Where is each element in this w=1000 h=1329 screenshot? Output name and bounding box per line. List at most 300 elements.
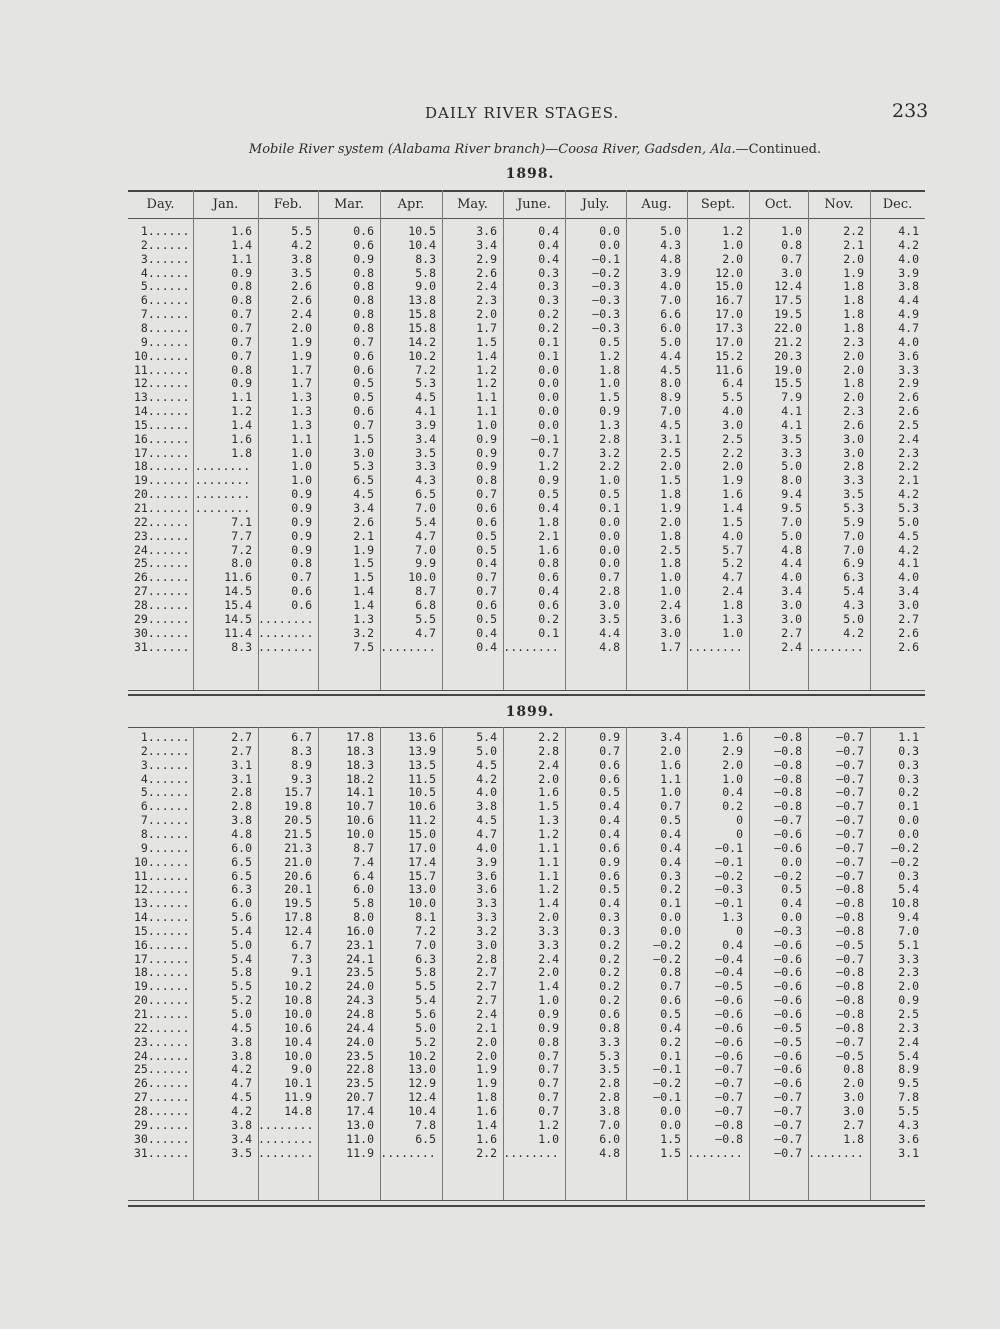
stage-value: —0.8 (836, 993, 864, 1008)
stage-value: 1.6 (476, 1103, 497, 1118)
day-label: 6...... (134, 293, 190, 308)
stage-value: —0.8 (715, 1131, 743, 1146)
stage-value: 3.8 (291, 251, 312, 266)
stage-value: 10.6 (408, 799, 436, 814)
stage-value: 10.6 (346, 813, 374, 828)
stage-value: 1.5 (476, 334, 497, 349)
stage-value: 1.8 (843, 279, 864, 294)
stage-value: 0.7 (231, 348, 252, 363)
stage-value: 11.0 (346, 1131, 374, 1146)
day-label: 18...... (134, 459, 190, 474)
stage-value: 1.3 (291, 404, 312, 419)
stage-value: 0.6 (353, 224, 374, 238)
stage-value: 2.5 (722, 431, 743, 446)
stage-value: —0.1 (653, 1090, 681, 1105)
stage-value: 10.4 (408, 1103, 436, 1118)
stage-value: —0.8 (774, 757, 802, 772)
stage-value: 9.5 (781, 501, 802, 515)
stage-value: 0.5 (599, 487, 620, 502)
stage-value: 0.9 (476, 431, 497, 446)
stage-value: 0.8 (353, 320, 374, 335)
stage-value: 7.0 (415, 501, 436, 515)
stage-value: 2.0 (843, 1076, 864, 1091)
stage-value: 4.3 (415, 473, 436, 488)
stage-value: 1.0 (722, 771, 743, 786)
stage-value: 2.8 (599, 1090, 620, 1105)
stage-value: 0.0 (898, 813, 919, 828)
stage-value: 20.6 (284, 868, 312, 883)
table-rule (128, 190, 925, 192)
stage-value: 1.5 (538, 799, 559, 814)
stage-value: 16.7 (715, 293, 743, 308)
stage-value: 1.2 (538, 459, 559, 474)
stage-value: 1.1 (660, 771, 681, 786)
year-heading-1898: 1898. (505, 166, 555, 182)
stage-value: 2.6 (898, 390, 919, 405)
stage-value: —0.8 (774, 743, 802, 758)
stage-value: 8.1 (415, 910, 436, 925)
stage-value: 9.1 (291, 965, 312, 980)
stage-value: 0 (736, 923, 743, 938)
table-rule (128, 218, 925, 219)
stage-value: —0.7 (836, 743, 864, 758)
stage-value: 2.0 (476, 1034, 497, 1049)
stage-value: —0.7 (715, 1103, 743, 1118)
stage-value: —0.2 (592, 265, 620, 280)
stage-value: 6.5 (415, 487, 436, 502)
stage-value: —0.6 (774, 965, 802, 980)
stage-value: —0.7 (836, 799, 864, 814)
stage-value: 0.6 (476, 597, 497, 612)
stage-value: 2.6 (291, 279, 312, 294)
stage-value: 2.3 (476, 293, 497, 308)
stage-value: 2.0 (476, 1048, 497, 1063)
stage-value: 0.5 (538, 487, 559, 502)
stage-value: 10.2 (408, 1048, 436, 1063)
stage-value: 5.3 (599, 1048, 620, 1063)
stage-value: 4.5 (660, 362, 681, 377)
stage-value: 2.7 (476, 965, 497, 980)
stage-value: ........ (687, 1145, 743, 1160)
stage-value: 0.6 (291, 597, 312, 612)
stage-value: 13.9 (408, 743, 436, 758)
stage-value: 7.2 (415, 362, 436, 377)
stage-value: 3.3 (538, 937, 559, 952)
stage-value: 0.9 (291, 501, 312, 515)
stage-value: —0.5 (774, 1020, 802, 1035)
stage-value: 7.0 (781, 514, 802, 529)
stage-value: 0.0 (599, 556, 620, 571)
stage-value: 0.7 (231, 334, 252, 349)
stage-value: 5.5 (898, 1103, 919, 1118)
stage-value: —0.3 (715, 882, 743, 897)
day-label: 8...... (134, 826, 190, 841)
stage-value: 9.4 (781, 487, 802, 502)
stage-value: ........ (194, 487, 251, 502)
stage-value: 1.6 (538, 542, 559, 557)
stage-value: 0.7 (538, 1062, 559, 1077)
stage-value: 5.0 (231, 1007, 252, 1021)
stage-value: 5.0 (781, 459, 802, 474)
page-number: 233 (892, 100, 929, 122)
stage-value: 7.0 (660, 293, 681, 308)
stage-value: 0.4 (538, 224, 559, 238)
stage-value: 17.0 (408, 840, 436, 855)
stage-value: 0.0 (538, 404, 559, 419)
day-label: 23...... (134, 528, 190, 543)
stage-value: 18.2 (346, 771, 374, 786)
day-label: 20...... (134, 487, 190, 502)
stage-value: —0.7 (715, 1090, 743, 1105)
stage-value: 2.2 (476, 1145, 497, 1160)
column-header-feb: Feb. (273, 197, 303, 212)
day-label: 5...... (134, 279, 190, 294)
day-label: 10...... (134, 348, 190, 363)
stage-value: 8.0 (231, 556, 252, 571)
stage-value: 17.4 (408, 854, 436, 869)
stage-value: ........ (808, 1145, 864, 1160)
stage-value: 2.9 (476, 251, 497, 266)
stage-value: 5.5 (231, 979, 252, 994)
stage-value: 0.1 (538, 625, 559, 640)
stage-value: 0.8 (231, 293, 252, 308)
stage-value: 0.1 (538, 348, 559, 363)
stage-value: 0.5 (476, 611, 497, 626)
stage-value: ........ (258, 1145, 314, 1160)
stage-value: —0.6 (774, 937, 802, 952)
stage-value: 13.5 (408, 757, 436, 772)
stage-value: 1.5 (722, 514, 743, 529)
stage-value: ........ (258, 625, 314, 640)
stage-value: 0.8 (353, 293, 374, 308)
stage-value: 3.4 (660, 730, 681, 744)
stage-value: 6.4 (353, 868, 374, 883)
stage-value: 7.0 (843, 542, 864, 557)
stage-value: 7.4 (353, 854, 374, 869)
stage-value: 15.8 (408, 307, 436, 322)
stage-value: 5.7 (722, 542, 743, 557)
stage-value: 12.4 (284, 923, 312, 938)
day-label: 14...... (134, 404, 190, 419)
stage-value: 1.3 (722, 611, 743, 626)
stage-value: 10.7 (346, 799, 374, 814)
stage-value: 14.5 (224, 611, 252, 626)
stage-value: 17.0 (715, 307, 743, 322)
table-rule (128, 690, 925, 691)
stage-value: 8.0 (781, 473, 802, 488)
day-label: 17...... (134, 951, 190, 966)
stage-value: 0.0 (781, 910, 802, 925)
stage-value: —0.6 (715, 1048, 743, 1063)
stage-value: 23.5 (346, 1076, 374, 1091)
stage-value: 2.3 (843, 404, 864, 419)
stage-value: 5.2 (415, 1034, 436, 1049)
day-label: 30...... (134, 1131, 190, 1146)
column-header-mar: Mar. (334, 197, 364, 212)
stage-value: 4.2 (231, 1103, 252, 1118)
stage-value: 0.7 (476, 487, 497, 502)
day-label: 12...... (134, 882, 190, 897)
day-label: 6...... (134, 799, 190, 814)
stage-value: 12.4 (774, 279, 802, 294)
stage-value: 5.4 (231, 923, 252, 938)
stage-value: 7.2 (231, 542, 252, 557)
stage-value: 0.8 (781, 237, 802, 252)
stage-value: 3.1 (231, 771, 252, 786)
stage-value: 2.8 (599, 431, 620, 446)
stage-value: 10.2 (284, 979, 312, 994)
stage-value: 1.8 (231, 445, 252, 460)
stage-value: 21.2 (774, 334, 802, 349)
stage-value: 14.2 (408, 334, 436, 349)
stage-value: 10.8 (284, 993, 312, 1008)
stage-value: 4.2 (291, 237, 312, 252)
stage-value: 2.2 (599, 459, 620, 474)
stage-value: —0.7 (836, 771, 864, 786)
stage-value: 17.8 (284, 910, 312, 925)
stage-value: 4.1 (898, 224, 919, 238)
day-label: 29...... (134, 611, 190, 626)
stage-value: 2.4 (538, 757, 559, 772)
stage-value: 2.1 (476, 1020, 497, 1035)
stage-value: 0.7 (353, 334, 374, 349)
day-label: 24...... (134, 542, 190, 557)
stage-value: 2.6 (291, 293, 312, 308)
stage-value: 1.9 (660, 501, 681, 515)
stage-value: 2.0 (291, 320, 312, 335)
stage-value: 0.8 (291, 556, 312, 571)
stage-value: —0.6 (774, 979, 802, 994)
stage-value: 4.4 (660, 348, 681, 363)
running-title: DAILY RIVER STAGES. (425, 104, 620, 122)
stage-value: 4.0 (898, 570, 919, 585)
stage-value: ........ (258, 1131, 314, 1146)
stage-value: 3.6 (476, 224, 497, 238)
stage-value: 23.5 (346, 965, 374, 980)
stage-value: 15.5 (774, 376, 802, 391)
stage-value: —0.7 (836, 1034, 864, 1049)
stage-value: —0.8 (836, 979, 864, 994)
stage-value: —0.8 (836, 923, 864, 938)
stage-value: 1.4 (353, 584, 374, 599)
stage-value: 1.7 (476, 320, 497, 335)
stage-value: 3.5 (599, 1062, 620, 1077)
stage-value: —0.6 (774, 993, 802, 1008)
stage-value: 3.1 (898, 1145, 919, 1160)
stage-value: 0.6 (476, 501, 497, 515)
stage-value: 0.4 (476, 556, 497, 571)
stage-value: 3.5 (781, 431, 802, 446)
stage-value: 2.4 (291, 307, 312, 322)
year-heading-1899: 1899. (505, 704, 555, 720)
stage-value: 2.5 (898, 417, 919, 432)
stage-value: —0.1 (592, 251, 620, 266)
stage-value: 1.8 (660, 528, 681, 543)
stage-value: 19.8 (284, 799, 312, 814)
stage-value: 0.4 (599, 813, 620, 828)
stage-value: 0.4 (660, 840, 681, 855)
stage-value: 0.2 (722, 799, 743, 814)
day-label: 24...... (134, 1048, 190, 1063)
stage-value: 0.4 (722, 785, 743, 800)
stage-value: —0.7 (774, 1090, 802, 1105)
stage-value: 0.7 (538, 1076, 559, 1091)
column-header-jan: Jan. (212, 197, 239, 212)
stage-value: 3.3 (781, 445, 802, 460)
stage-value: 2.0 (660, 743, 681, 758)
stage-value: 0.6 (476, 514, 497, 529)
stage-value: 0.3 (599, 923, 620, 938)
stage-value: 3.6 (898, 1131, 919, 1146)
stage-value: 3.6 (476, 868, 497, 883)
stage-value: 5.8 (231, 965, 252, 980)
stage-value: 3.3 (843, 473, 864, 488)
stage-value: 0.7 (353, 417, 374, 432)
stage-value: —0.3 (592, 293, 620, 308)
stage-value: 6.5 (353, 473, 374, 488)
day-label: 27...... (134, 584, 190, 599)
stage-value: 19.5 (284, 896, 312, 911)
stage-value: 6.3 (843, 570, 864, 585)
stage-value: —0.6 (774, 840, 802, 855)
stage-value: 3.8 (231, 1048, 252, 1063)
stage-value: 2.8 (843, 459, 864, 474)
stage-value: 0.5 (660, 813, 681, 828)
stage-value: —0.2 (715, 868, 743, 883)
stage-value: 1.4 (353, 597, 374, 612)
stage-value: 3.8 (476, 799, 497, 814)
stage-value: 0.7 (599, 743, 620, 758)
day-label: 7...... (134, 307, 190, 322)
stage-value: 6.8 (415, 597, 436, 612)
stage-value: 2.9 (722, 743, 743, 758)
stage-value: 3.0 (781, 597, 802, 612)
stage-value: 1.8 (843, 320, 864, 335)
stage-value: 1.6 (722, 487, 743, 502)
stage-value: 1.2 (722, 224, 743, 238)
stage-value: —0.7 (774, 813, 802, 828)
stage-value: 2.7 (898, 611, 919, 626)
stage-value: 15.7 (408, 868, 436, 883)
stage-value: 1.3 (722, 910, 743, 925)
stage-value: 4.5 (415, 390, 436, 405)
stage-value: 2.4 (898, 431, 919, 446)
stage-value: 5.4 (898, 1048, 919, 1063)
stage-value: 13.8 (408, 293, 436, 308)
stage-value: 0.8 (231, 362, 252, 377)
stage-value: 13.0 (408, 1062, 436, 1077)
stage-value: 6.5 (415, 1131, 436, 1146)
stage-value: 7.8 (415, 1117, 436, 1132)
stage-value: —0.7 (836, 826, 864, 841)
stage-value: 1.0 (538, 1131, 559, 1146)
stage-value: 3.4 (415, 431, 436, 446)
stage-value: 3.5 (599, 611, 620, 626)
stage-value: 1.6 (231, 431, 252, 446)
stage-value: 0.9 (898, 993, 919, 1008)
stage-value: 0.4 (722, 937, 743, 952)
stage-value: 2.8 (538, 743, 559, 758)
stage-value: —0.3 (592, 307, 620, 322)
stage-value: 0.3 (538, 279, 559, 294)
stage-value: 0.6 (291, 584, 312, 599)
stage-value: 3.0 (599, 597, 620, 612)
stage-value: 0.2 (599, 979, 620, 994)
day-label: 23...... (134, 1034, 190, 1049)
stage-value: —0.6 (774, 1048, 802, 1063)
stage-value: 8.7 (415, 584, 436, 599)
stage-value: 5.8 (415, 965, 436, 980)
stage-value: 3.0 (781, 611, 802, 626)
stage-value: —0.2 (891, 854, 919, 869)
stage-value: 4.5 (353, 487, 374, 502)
stage-value: 2.0 (538, 965, 559, 980)
day-label: 8...... (134, 320, 190, 335)
stage-value: 0.5 (599, 785, 620, 800)
stage-value: —0.8 (774, 799, 802, 814)
stage-value: 6.4 (722, 376, 743, 391)
stage-value: 2.0 (843, 251, 864, 266)
stage-value: 1.8 (722, 597, 743, 612)
stage-value: —0.7 (774, 1131, 802, 1146)
stage-value: 4.7 (476, 826, 497, 841)
day-label: 21...... (134, 1007, 190, 1021)
stage-value: 1.5 (660, 1145, 681, 1160)
stage-value: 7.0 (898, 923, 919, 938)
day-label: 16...... (134, 937, 190, 952)
stage-value: 0.9 (291, 542, 312, 557)
stage-value: 5.4 (415, 993, 436, 1008)
stage-value: 2.5 (898, 1007, 919, 1021)
stage-value: 0.5 (353, 390, 374, 405)
day-label: 13...... (134, 390, 190, 405)
stage-value: 1.8 (843, 293, 864, 308)
stage-value: 5.4 (476, 730, 497, 744)
stage-value: 4.0 (898, 251, 919, 266)
stage-value: 5.0 (415, 1020, 436, 1035)
stage-value: 0.2 (599, 937, 620, 952)
stage-value: 2.0 (722, 251, 743, 266)
caption-continued: —Continued. (735, 142, 822, 157)
stage-value: 11.5 (408, 771, 436, 786)
stage-value: 1.0 (660, 785, 681, 800)
stage-value: 24.1 (346, 951, 374, 966)
stage-value: 2.1 (353, 528, 374, 543)
stage-value: 1.1 (231, 251, 252, 266)
stage-value: 6.0 (231, 896, 252, 911)
day-label: 21...... (134, 501, 190, 515)
stage-value: 4.5 (476, 757, 497, 772)
stage-value: 2.0 (843, 390, 864, 405)
stage-value: 0.2 (898, 785, 919, 800)
stage-value: 3.0 (476, 937, 497, 952)
stage-value: —0.8 (836, 910, 864, 925)
stage-value: ........ (503, 639, 559, 654)
stage-value: 4.0 (660, 279, 681, 294)
stage-value: 20.1 (284, 882, 312, 897)
stage-value: 5.4 (843, 584, 864, 599)
stage-value: —0.8 (715, 1117, 743, 1132)
stage-value: 5.5 (415, 611, 436, 626)
stage-value: —0.1 (653, 1062, 681, 1077)
day-label: 1...... (134, 730, 190, 744)
stage-value: 0.4 (476, 639, 497, 654)
stage-value: 9.0 (415, 279, 436, 294)
stage-value: 3.2 (353, 625, 374, 640)
stage-value: 5.3 (843, 501, 864, 515)
stage-value: 3.3 (898, 362, 919, 377)
stage-value: 1.3 (538, 813, 559, 828)
